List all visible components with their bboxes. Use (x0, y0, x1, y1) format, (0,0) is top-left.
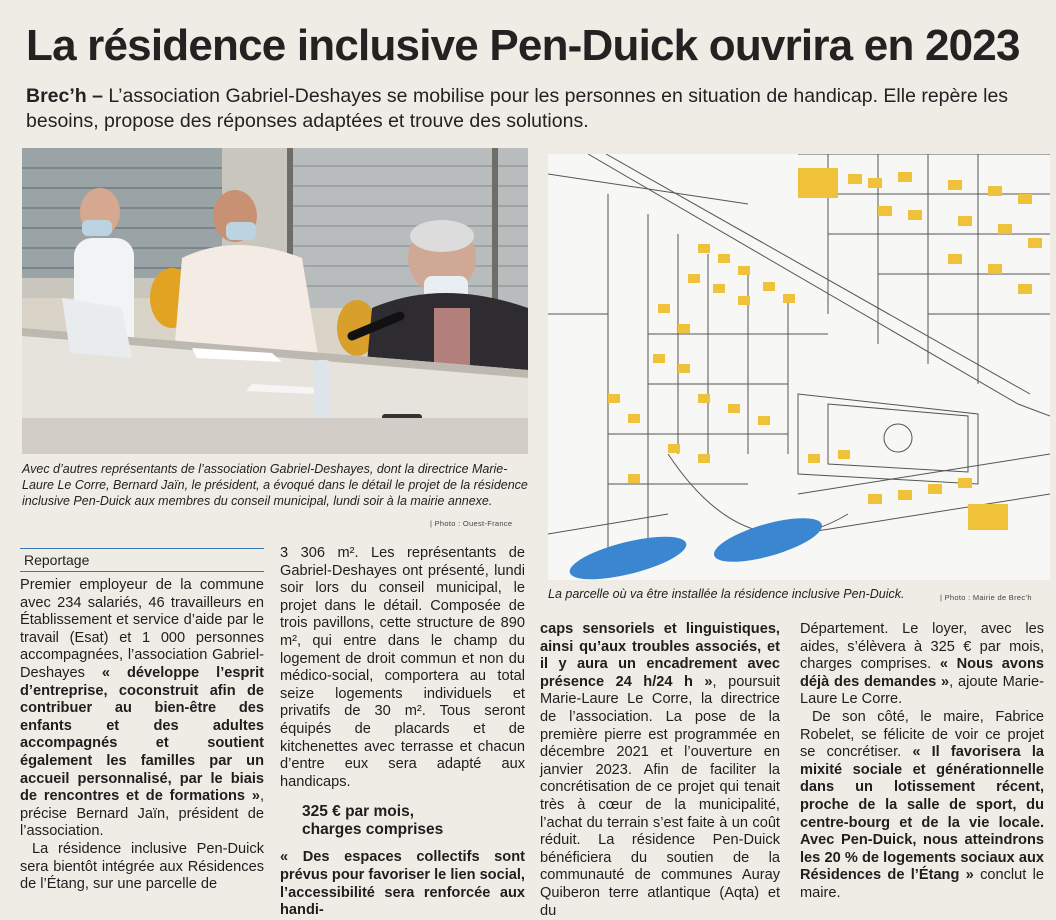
col1-text-a: Premier employeur de la commune avec 234 salariés, 46 travailleurs en Établissement et service d’aide par le travail (Esat) et 1 000 personnes accompagnées, l’association Gabriel-Deshayes (20, 577, 264, 681)
col4-text-c: , ajoute Marie-Laure Le Corre. (800, 673, 1044, 708)
col1-text-c: , précise Bernard Jaïn, président de l’association. (20, 788, 264, 840)
parcel-map-caption: La parcelle où va être installée la résidence inclusive Pen-Duick. (548, 587, 905, 601)
article-lede (26, 84, 1026, 134)
meeting-photo (22, 148, 528, 454)
article-headline: La résidence inclusive Pen-Duick ouvrira en 2023 (26, 21, 1020, 70)
column-2-subhead (302, 803, 525, 839)
subhead-line-2: charges comprises (302, 821, 444, 839)
col2-quote: « Des espaces collectifs sont prévus pour favoriser le lien social, l’accessibilité sera renforcée aux handi- (280, 849, 525, 919)
column-2-paragraph-2 (280, 849, 525, 919)
col3-text: , poursuit Marie-Laure Le Corre, la directrice de l’association. La pose de la première pierre est programmée en décembre 2021 et l’ouverture en janvier 2023. Afin de faciliter la concrétisation de ce projet qui tenait très à cœur de la municipalité, l’achat du terrain s’est faite à un coût réduit. La résidence Pen-Duick bénéficiera du soutien de la communauté de communes Auray Quiberon terre atlantique (Aqta) et du (540, 673, 780, 919)
column-4-paragraph-2 (800, 709, 1044, 903)
column-1-paragraph-1 (20, 577, 264, 841)
lede-place: Brec’h – (26, 85, 103, 107)
meeting-photo-caption: Avec d’autres représentants de l’association Gabriel-Deshayes, dont la directrice Marie-Laure Le Corre, Bernard Jaïn, le président, a évoqué dans le détail le projet de la résidence inclusive Pen-Duick aux membres du conseil municipal, lundi soir à la mairie annexe. (22, 462, 528, 508)
column-4-paragraph-1 (800, 621, 1044, 709)
col4-quote-2: « Il favorisera la mixité sociale et générationnelle dans un lotissement récent, proche de la salle de sport, du centre-bourg et de la vie locale. Avec Pen-Duick, nous atteindrons les 20 % de logements sociaux aux Résidences de l’Étang » (800, 744, 1044, 884)
article-column-4 (800, 621, 1044, 903)
col4-text-a: Département. Le loyer, avec les aides, s’élèvera à 325 € par mois, charges comprises. (800, 621, 1044, 673)
column-1-paragraph-2: La résidence inclusive Pen-Duick sera bientôt intégrée aux Résidences de l’Étang, sur une parcelle de (20, 840, 264, 893)
col4-quote-1: « Nous avons déjà des demandes » (800, 656, 1044, 690)
parcel-map (548, 154, 1050, 580)
col4-text-d: De son côté, le maire, Fabrice Robelet, se félicite de voir ce projet se concrétiser. (800, 708, 1044, 761)
subhead-line-1: 325 € par mois, (302, 803, 415, 821)
article-column-2 (280, 545, 525, 920)
meeting-photo-credit: | Photo : Ouest-France (430, 519, 513, 528)
article-column-1 (20, 577, 264, 894)
column-2-paragraph-1: 3 306 m². Les représentants de Gabriel-Deshayes ont présenté, lundi soir lors du conseil municipal, le projet dans le détail. Composée de trois pavillons, cette structure de 890 m², qui entre dans le champ du logement de droit commun et non du médico-social, comportera au total seize logements individuels et privatifs de 30 m². Tous seront équipés de placards et de kitchenettes avec terrasse et chacun d’entre eux sera adapté aux handicaps. (280, 545, 525, 790)
col1-quote: « développe l’esprit d’entreprise, coconstruit afin de contribuer au bien-être des enfants et des adultes accompagnés et soutient également les familles par un accueil personnalisé, par le biais de rencontres et de formations » (20, 664, 264, 805)
parcel-map-credit: | Photo : Mairie de Brec’h (940, 593, 1032, 602)
col4-text-f: conclut le maire. (800, 867, 1044, 901)
section-rubric: Reportage (20, 548, 264, 572)
lede-text: L’association Gabriel-Deshayes se mobilise pour les personnes en situation de handicap. Elle repère les besoins, propose des réponses adaptées et trouve des solutions. (26, 85, 1009, 132)
column-3-paragraph-1 (540, 621, 780, 920)
article-column-3 (540, 621, 780, 920)
col3-quote: caps sensoriels et linguistiques, ainsi qu’aux troubles associés, et il y aura un encadrement avec présence 24 h/24 h » (540, 621, 780, 690)
